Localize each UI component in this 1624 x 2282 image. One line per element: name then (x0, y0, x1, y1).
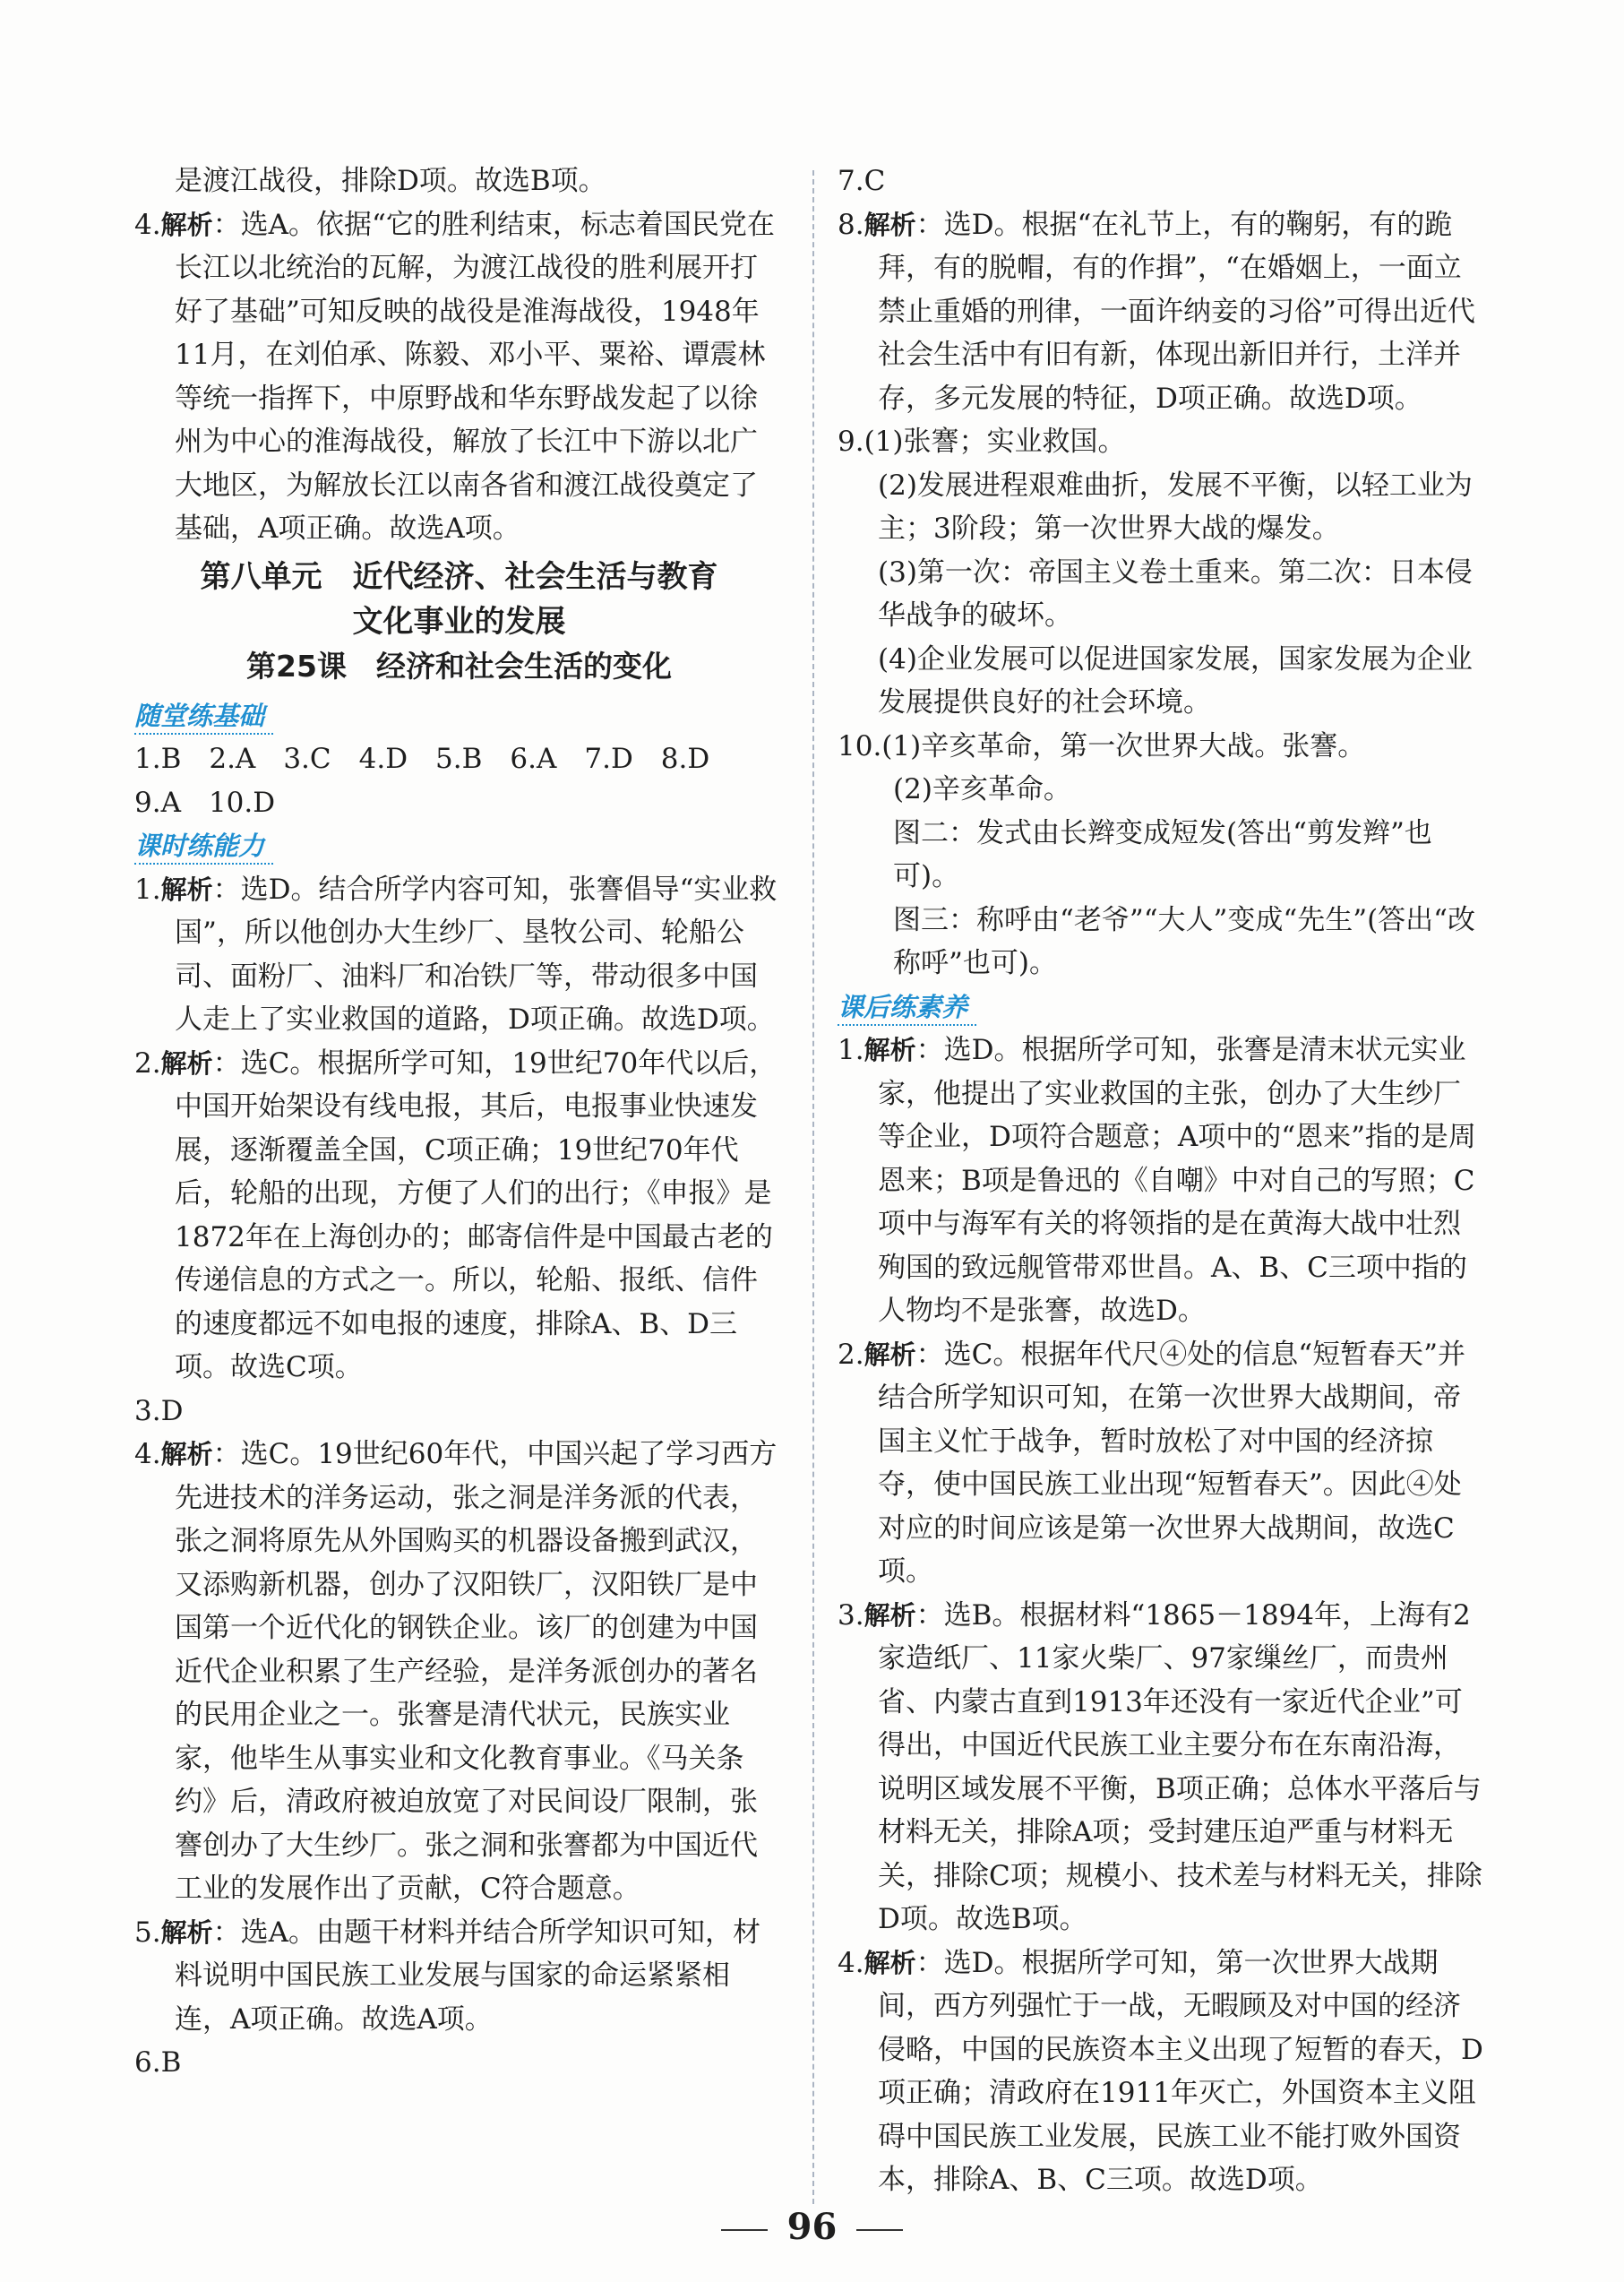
section-heading-ability: 课时练能力 (134, 829, 273, 865)
question-2: 2.解析：选C。根据所学可知，19世纪70年代以后，中国开始架设有线电报，其后，电报事业快速发展，逐渐覆盖全国，C项正确；19世纪70年代后，轮船的出现，方便了人们的出行；《申报》是1872年在上海创办的；邮寄信件是中国最古老的传递信息的方式之一。所以，轮船、报纸、信件的速度都远不如电报的速度，排除A、B、D三项。故选C项。 (134, 1046, 778, 1383)
question-4-prev: 4.解析：选A。依据“它的胜利结束，标志着国民党在长江以北统治的瓦解，为渡江战役的胜利展开打好了基础”可知反映的战役是淮海战役，1948年11月，在刘伯承、陈毅、邓小平、粟裕、谭震林等统一指挥下，中原野战和华东野战发起了以徐州为中心的淮海战役，解放了长江中下游以北广大地区，为解放长江以南各省和渡江战役奠定了基础，A项正确。故选A项。 (134, 208, 775, 545)
question-10-part-3: 图二：发式由长辫变成短发(答出“剪发辫”也可)。 (893, 816, 1432, 892)
question-8: 8.解析：选D。根据“在礼节上，有的鞠躬，有的跪拜，有的脱帽，有的作揖”，“在婚姻上，一面立禁止重婚的刑律，一面许纳妾的习俗”可得出近代社会生活中有旧有新，体现出新旧并行，土洋并存，多元发展的特征，D项正确。故选D项。 (838, 208, 1475, 415)
continuation-text: 是渡江战役，排除D项。故选B项。 (175, 165, 606, 197)
question-10-part-2: (2)辛亥革命。 (893, 773, 1071, 805)
question-3: 3.D (134, 1394, 184, 1427)
page-number: 96 (0, 2206, 1624, 2248)
section-heading-literacy: 课后练素养 (838, 990, 976, 1026)
question-9-part-2: (2)发展进程艰难曲折，发展不平衡，以轻工业为主；3阶段；第一次世界大战的爆发。 (878, 469, 1473, 545)
question-6: 6.B (134, 2046, 182, 2079)
page-number-dash-right (856, 2229, 903, 2231)
question-5: 5.解析：选A。由题干材料并结合所学知识可知，材料说明中国民族工业发展与国家的命运紧紧相连，A项正确。故选A项。 (134, 1916, 760, 2036)
answers-row-1: 1.B 2.A 3.C 4.D 5.B 6.A 7.D 8.D (134, 743, 710, 775)
right-column (838, 159, 1487, 2202)
question-7: 7.C (838, 165, 886, 197)
unit-title: 第八单元 近代经济、社会生活与教育 (200, 558, 718, 595)
section-heading-basic: 随堂练基础 (134, 699, 273, 735)
question-4: 4.解析：选C。19世纪60年代，中国兴起了学习西方先进技术的洋务运动，张之洞是洋务派的代表，张之洞将原先从外国购买的机器设备搬到武汉，又添购新机器，创办了汉阳铁厂，汉阳铁厂是中国第一个近代化的钢铁企业。该厂的创建为中国近代企业积累了生产经验，是洋务派创办的著名的民用企业之一。张謇是清代状元，民族实业家，他毕生从事实业和文化教育事业。《马关条约》后，清政府被迫放宽了对民间设厂限制，张謇创办了大生纱厂。张之洞和张謇都为中国近代工业的发展作出了贡献，C符合题意。 (134, 1438, 778, 1905)
page-number-dash-left (721, 2229, 768, 2231)
question-9-part-4: (4)企业发展可以促进国家发展，国家发展为企业发展提供良好的社会环境。 (878, 642, 1473, 719)
lesson-title: 第25课 经济和社会生活的变化 (246, 648, 672, 684)
after-class-question-2: 2.解析：选C。根据年代尺④处的信息“短暂春天”并结合所学知识可知，在第一次世界大战期间，帝国主义忙于战争，暂时放松了对中国的经济掠夺，使中国民族工业出现“短暂春天”。因此④处对应的时间应该是第一次世界大战期间，故选C项。 (838, 1338, 1466, 1588)
left-column (134, 159, 784, 2085)
after-class-question-1: 1.解析：选D。根据所学可知，张謇是清末状元实业家，他提出了实业救国的主张，创办了大生纱厂等企业，D项符合题意；A项中的“恩来”指的是周恩来；B项是鲁迅的《自嘲》中对自己的写照；C项中与海军有关的将领指的是在黄海大战中壮烈殉国的致远舰管带邓世昌。A、B、C三项中指的人物均不是张謇，故选D。 (838, 1034, 1476, 1327)
after-class-question-4: 4.解析：选D。根据所学可知，第一次世界大战期间，西方列强忙于一战，无暇顾及对中国的经济侵略，中国的民族资本主义出现了短暂的春天，D项正确；清政府在1911年灭亡，外国资本主义阻碍中国民族工业发展，民族工业不能打败外国资本，排除A、B、C三项。故选D项。 (838, 1946, 1483, 2196)
question-10-part-4: 图三：称呼由“老爷”“大人”变成“先生”(答出“改称呼”也可)。 (893, 903, 1476, 979)
answers-row-2: 9.A 10.D (134, 786, 276, 819)
column-divider (812, 170, 814, 2204)
question-10-part-1: 10.(1)辛亥革命，第一次世界大战。张謇。 (838, 729, 1366, 762)
after-class-question-3: 3.解析：选B。根据材料“1865－1894年，上海有2家造纸厂、11家火柴厂、97家缫丝厂，而贵州省、内蒙古直到1913年还没有一家近代企业”可得出，中国近代民族工业主要分布在东南沿海，说明区域发展不平衡，B项正确；总体水平落后与材料无关，排除A项；受封建压迫严重与材料无关，排除C项；规模小、技术差与材料无关，排除D项。故选B项。 (838, 1598, 1482, 1935)
question-9-part-1: 9.(1)张謇；实业救国。 (838, 426, 1126, 458)
unit-title-line2: 文化事业的发展 (352, 603, 566, 640)
question-1: 1.解析：选D。结合所学内容可知，张謇倡导“实业救国”，所以他创办大生纱厂、垦牧公司、轮船公司、面粉厂、油料厂和冶铁厂等，带动很多中国人走上了实业救国的道路，D项正确。故选D项。 (134, 873, 778, 1036)
question-9-part-3: (3)第一次：帝国主义卷土重来。第二次：日本侵华战争的破坏。 (878, 555, 1473, 632)
